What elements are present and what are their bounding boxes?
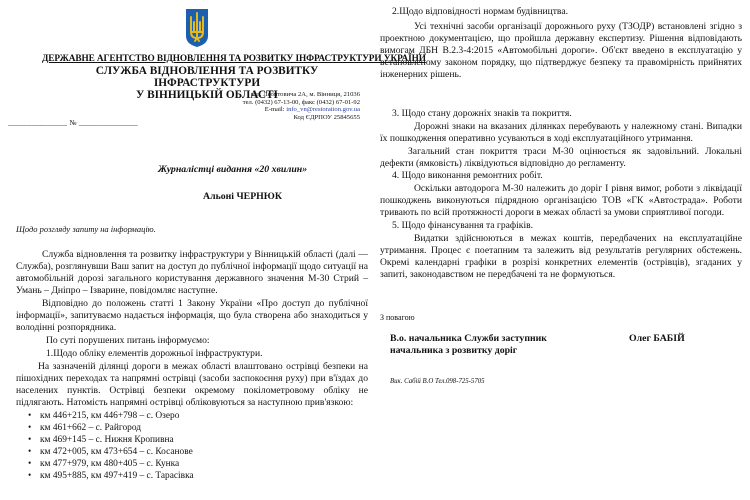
paragraph-funding: Видатки здійснюються в межах коштів, передбачених на експлуатаційне утримання. Процес є поетапним та залежить від результатів регулярних обстежень. Окремі календарні графіки в розрізі конкретних елементів (острівців), згаданих у запиті, законодавством не передбачені та не формуються. [380, 233, 742, 280]
reference-number-line: _______________ № _______________ [8, 118, 139, 127]
paragraph-standards: Усі технічні засоби організації дорожнього руху (ТЗОДР) встановлені згідно з проектною документацією, що пройшла державну експертизу. Рішення відповідають вимогам ДБН В.2.3-4:2015 «Автомобільні дороги». Об'єкт введено в експлуатацію у встановленому законом порядку, що підтверджує безпеку та правомірність прийнятих інженерних рішень. [380, 21, 742, 80]
letter-subject: Щодо розгляду запиту на інформацію. [16, 224, 156, 234]
paragraph-law-reference: Відповідно до положень статті 1 Закону України «Про доступ до публічної інформації», запитуваємо надається інформація, що була створена або знаходиться у володінні розпорядника. [16, 298, 368, 333]
section-heading-3: 3. Щодо стану дорожніх знаків та покриття. [392, 108, 572, 119]
email-label: E-mail: [264, 106, 285, 113]
paragraph-road-surface: Загальний стан покриття траси М-30 оцінюється як задовільний. Локальні дефекти (ямковість) ліквідуються відповідно до регламенту. [380, 146, 742, 169]
paragraph-islands: На зазначеній ділянці дороги в межах області влаштовано острівці безпеки на пішохідних переходах та напрямні острівці (засоби заспокоєння руху) при в'їздах до населених пунктів. Острівці безпеки окремому покілометровому обліку не підлягають. Натомість напрямні острівці обліковуються за наступною прив'язкою: [16, 361, 368, 408]
list-item: • км 495+885, км 497+419 – с. Тарасівка [28, 470, 368, 482]
list-item: • км 469+145 – с. Нижня Кропивна [28, 434, 368, 446]
list-item: • км 472+005, км 473+654 – с. Косанове [28, 446, 368, 458]
signatory-title [390, 333, 570, 357]
km-list [28, 410, 368, 483]
paragraph-inform: По суті порушених питань інформуємо: [46, 335, 210, 346]
contact-block [120, 91, 360, 121]
signatory-name: Олег БАБІЙ [629, 333, 685, 344]
signatory-title-line1: В.о. начальника Служби заступник [390, 333, 547, 344]
signatory-title-line2: начальника з розвитку доріг [390, 345, 518, 356]
phone-fax: тел. (0432) 67-13-00, факс (0432) 67-01-92 [242, 98, 360, 106]
service-name-line2: У ВІННИЦЬКІЙ ОБЛАСТІ [136, 89, 278, 101]
coat-of-arms-icon [185, 8, 209, 48]
paragraph-road-signs: Дорожні знаки на вказаних ділянках перебувають у належному стані. Випадки їх пошкодження оперативно усуваються в ході експлуатаційного утримання. [380, 121, 742, 144]
list-item: • км 461+662 – с. Райгород [28, 422, 368, 434]
section-heading-2: 2.Щодо відповідності нормам будівництва. [392, 6, 568, 17]
list-item: • км 477+979, км 480+405 – с. Кунка [28, 458, 368, 470]
email-line [120, 106, 360, 114]
address: вул. Леонтовича 2А, м. Вінниця, 21036 [250, 91, 360, 98]
section-heading-1: 1.Щодо обліку елементів дорожньої інфраструктури. [46, 348, 263, 359]
edrpou-code: Код ЄДРПОУ 25845655 [293, 113, 360, 121]
service-name-line1: СЛУЖБА ВІДНОВЛЕННЯ ТА РОЗВИТКУ ІНФРАСТРУКТУРИ [95, 65, 319, 89]
paragraph-intro: Служба відновлення та розвитку інфраструктури у Вінницькій області (далі — Служба), розглянувши Ваш запит на доступ до публічної інформації щодо ситуації на автомобільній дорозі загального користування державного значення М-30 Стрий – Умань – Дніпро – Ізварине, повідомляє наступне. [16, 249, 368, 296]
list-item: • км 446+215, км 446+798 – с. Озеро [28, 410, 368, 422]
email-link[interactable]: info_vn@restoration.gov.ua [286, 106, 360, 113]
recipient-organization: Журналістці видання «20 хвилин» [158, 164, 308, 175]
closing-regards: З повагою [380, 313, 415, 322]
section-heading-4: 4. Щодо виконання ремонтних робіт. [392, 170, 543, 181]
section-heading-5: 5. Щодо фінансування та графіків. [392, 220, 534, 231]
recipient-name: Альоні ЧЕРНЮК [203, 191, 282, 202]
paragraph-repairs: Оскільки автодорога М-30 належить до доріг І рівня вимог, роботи з ліквідації пошкоджень виконуються підрядною організацією ТОВ «ГК «Автострада». Роботи тривають по всій протяжності дороги в межах області за умови сприятливої погоди. [380, 183, 742, 218]
letter-right-column [380, 0, 744, 500]
agency-name: ДЕРЖАВНЕ АГЕНТСТВО ВІДНОВЛЕННЯ ТА РОЗВИТКУ ІНФРАСТРУКТУРИ УКРАЇНИ [42, 54, 426, 64]
executor-contact: Вик. Сабій В.О Тел.098-725-5705 [390, 378, 485, 385]
